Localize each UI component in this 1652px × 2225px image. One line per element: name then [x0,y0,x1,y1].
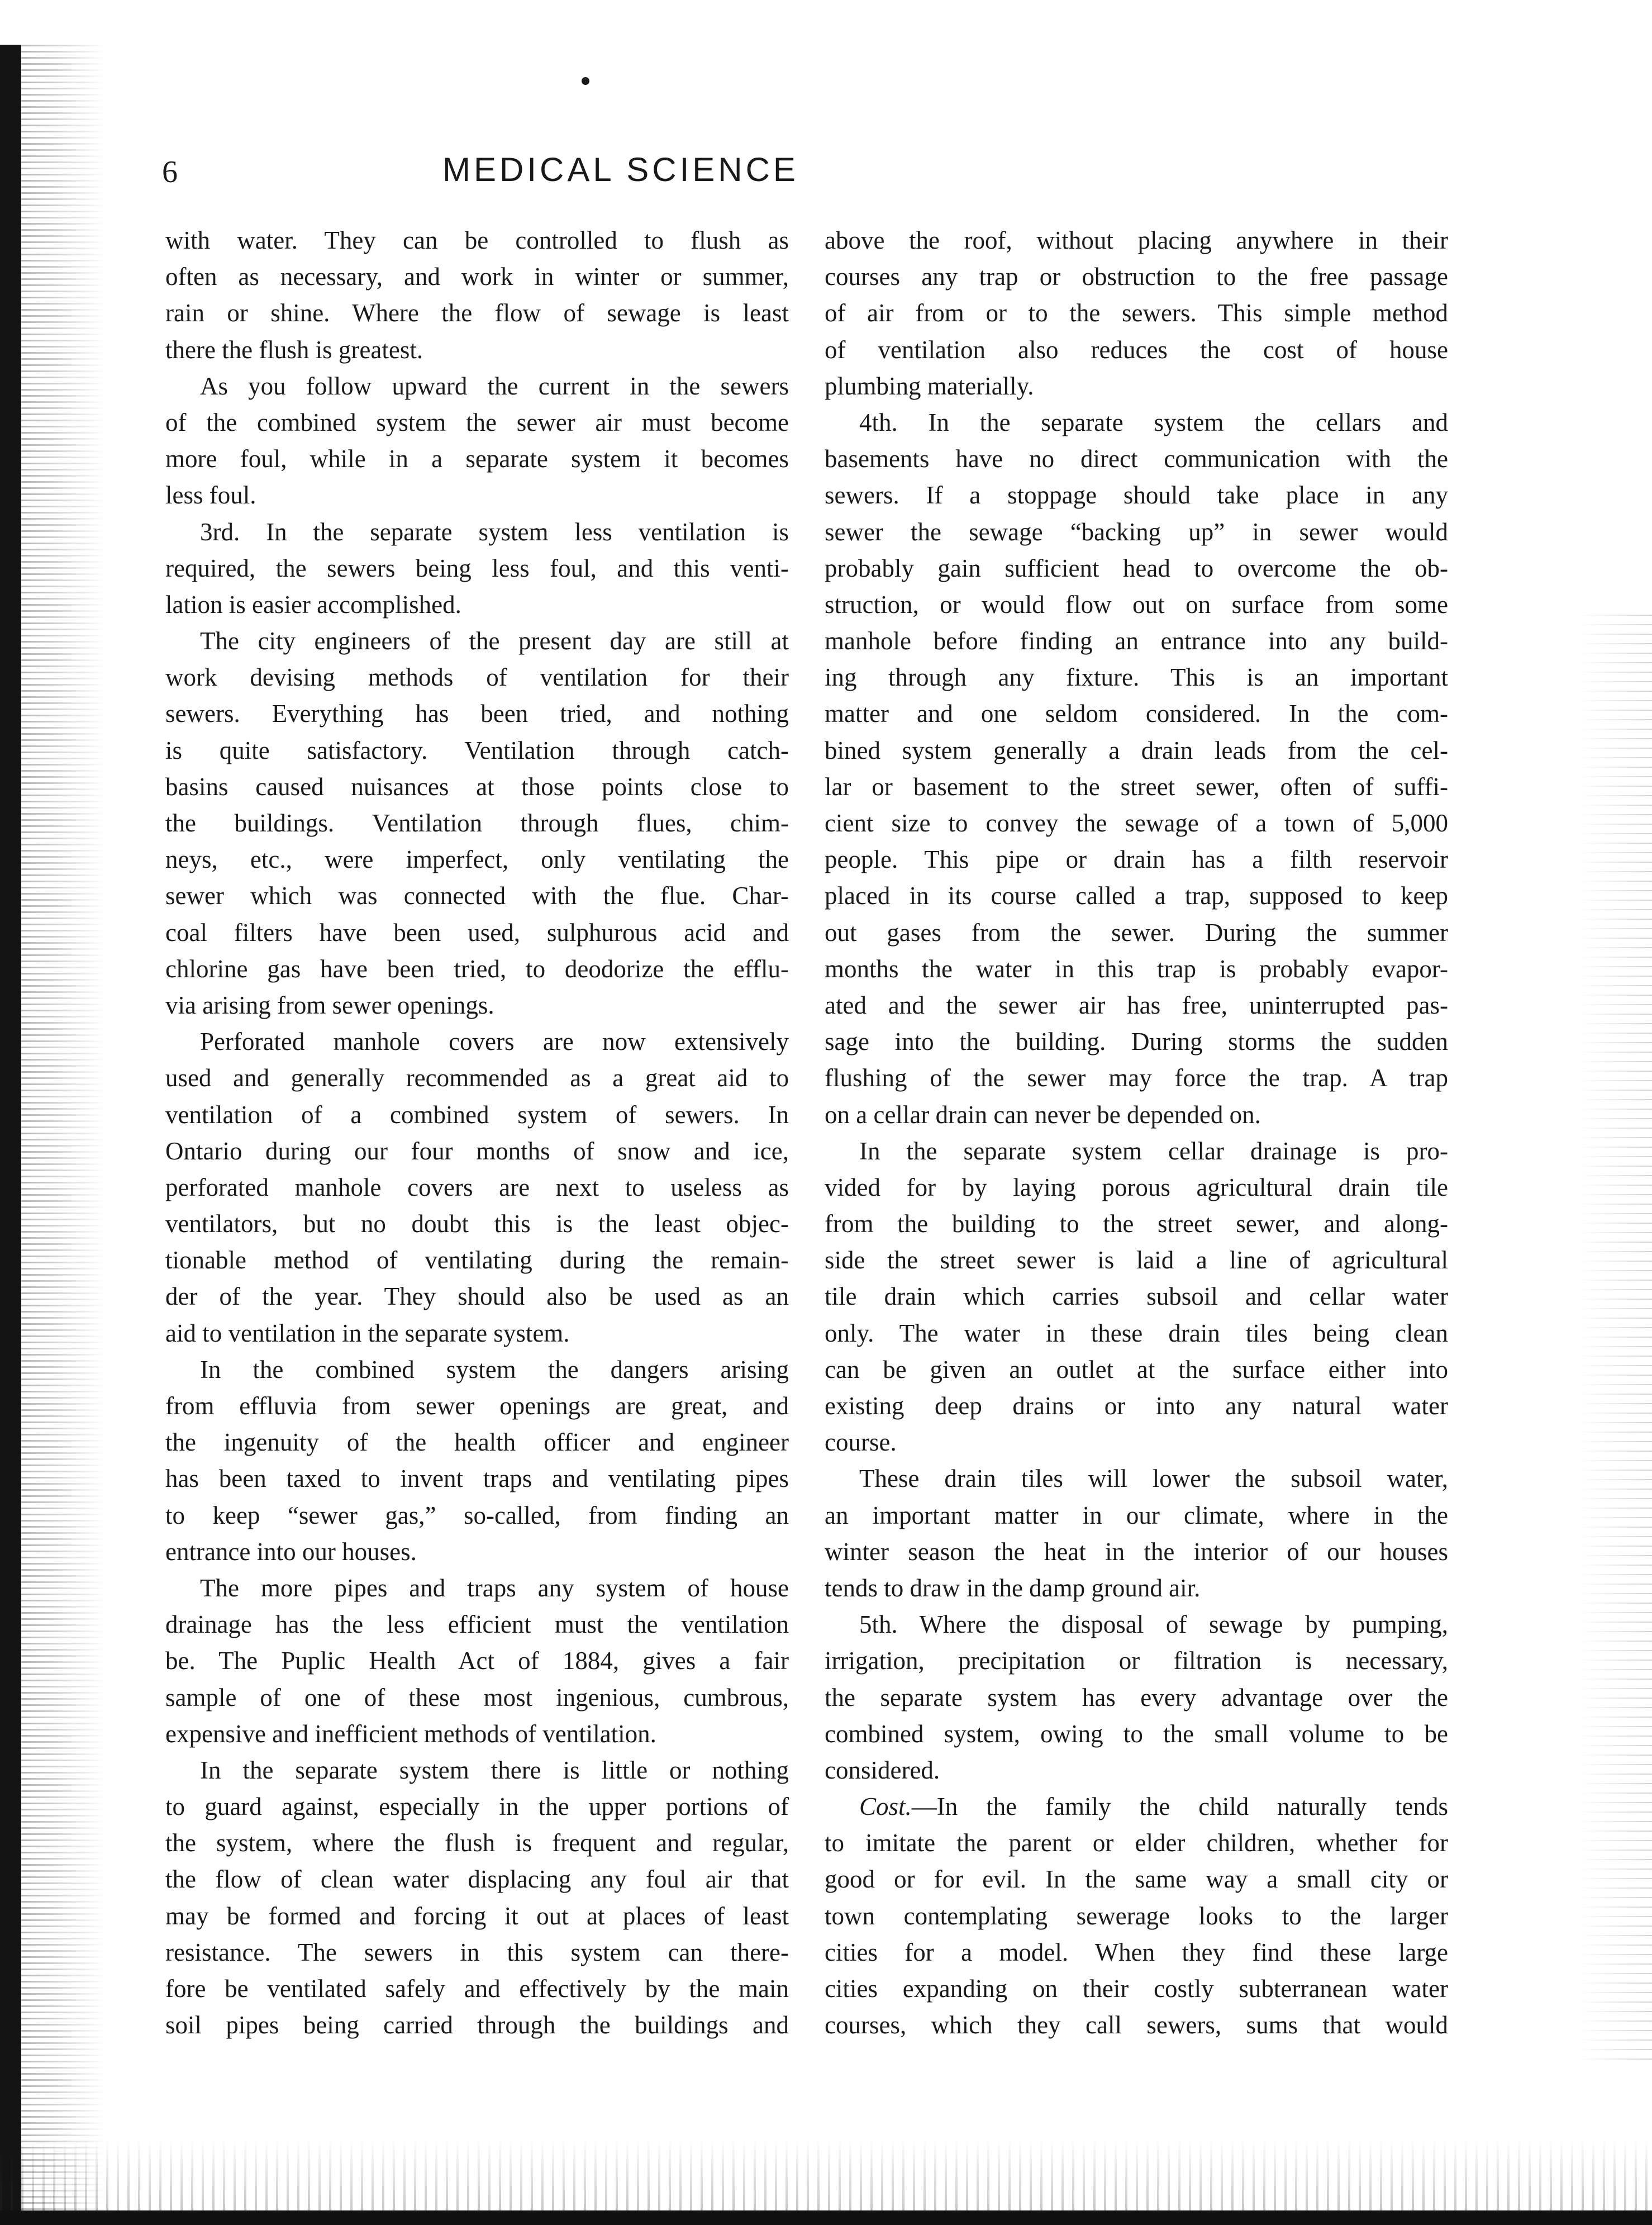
section-lead: Cost. [859,1793,912,1821]
text-line: perforated manhole covers are next to useless as [165,1173,789,1201]
text-line: the ingenuity of the health officer and engineer [165,1428,789,1457]
text-line: fore be ventilated safely and effectively by the main [165,1975,789,2003]
scan-speck [582,77,589,85]
text-line: matter and one seldom considered. In the com- [825,700,1448,728]
text-line: be. The Puplic Health Act of 1884, gives a fair [165,1647,789,1675]
scan-edge-noise [1579,615,1652,2067]
text-line: aid to ventilation in the separate system. [165,1319,570,1347]
text-line: the system, where the flush is frequent and regular, [165,1829,789,1857]
text-line: may be formed and forcing it out at places of least [165,1901,789,1930]
text-line: bined system generally a drain leads from the cel- [825,736,1448,764]
text-line: cities for a model. When they find these large [825,1938,1448,1966]
text-line: cient size to convey the sewage of a town of 5,000 [825,809,1448,837]
text-line: 5th. Where the disposal of sewage by pumping, [859,1610,1448,1639]
text-line: irrigation, precipitation or filtration is necessary, [825,1647,1448,1675]
text-line: tends to draw in the damp ground air. [825,1573,1201,1602]
text-line: drainage has the less efficient must the ventilation [165,1610,789,1639]
text-line: basements have no direct communication with the [825,445,1448,473]
text-line: more foul, while in a separate system it becomes [165,445,789,473]
text-line: rain or shine. Where the flow of sewage is least [165,299,789,327]
text-line: to keep “sewer gas,” so-called, from finding an [165,1501,789,1529]
scan-binding-shadow [0,45,21,2225]
scan-binding-texture [21,45,105,2225]
text-line: side the street sewer is laid a line of agricultural [825,1246,1448,1275]
text-line: winter season the heat in the interior of our houses [825,1537,1448,1566]
text-line: existing deep drains or into any natural water [825,1392,1448,1420]
text-line: manhole before finding an entrance into any build- [825,627,1448,655]
section-lead-text: —In the family the child naturally tends [911,1793,1448,1821]
text-line: can be given an outlet at the surface either into [825,1355,1448,1384]
text-line: ated and the sewer air has free, uninterrupted pas- [825,991,1448,1019]
text-line: ventilation of a combined system of sewers. In [165,1100,789,1129]
text-line: from effluvia from sewer openings are great, and [165,1392,789,1420]
text-line: lar or basement to the street sewer, often of suffi- [825,772,1448,801]
text-line: Perforated manhole covers are now extensively [200,1028,789,1056]
text-line: The more pipes and traps any system of house [200,1573,789,1602]
page-header [162,150,989,194]
text-line: via arising from sewer openings. [165,991,494,1019]
text-line: course. [825,1428,897,1457]
text-line: has been taxed to invent traps and ventilating pipes [165,1465,789,1493]
text-line: chlorine gas have been tried, to deodorize the efflu- [165,954,789,983]
scan-bottom-edge [0,2210,1652,2225]
text-line: flushing of the sewer may force the trap. A trap [825,1064,1448,1092]
text-line: the separate system has every advantage over the [825,1683,1448,1711]
text-line: of the combined system the sewer air must become [165,408,789,436]
text-line: entrance into our houses. [165,1537,417,1566]
text-line: sewer the sewage “backing up” in sewer would [825,517,1448,546]
text-line: courses, which they call sewers, sums that would [825,2011,1448,2039]
text-line: town contemplating sewerage looks to the larger [825,1901,1448,1930]
text-line: courses any trap or obstruction to the free passage [825,263,1448,291]
text-line: lation is easier accomplished. [165,590,461,619]
text-line: In the separate system cellar drainage is pro- [859,1137,1448,1165]
text-line: soil pipes being carried through the buildings and [165,2011,789,2039]
text-line: only. The water in these drain tiles being clean [825,1319,1448,1347]
text-line: an important matter in our climate, where in the [825,1501,1448,1529]
text-line: sewers. Everything has been tried, and nothing [165,700,789,728]
text-line: vided for by laying porous agricultural drain tile [825,1173,1448,1201]
text-line: the buildings. Ventilation through flues, chim- [165,809,789,837]
text-line: above the roof, without placing anywhere in their [825,226,1448,254]
text-line: resistance. The sewers in this system can there- [165,1938,789,1966]
text-line: As you follow upward the current in the sewers [200,372,789,400]
text-line: good or for evil. In the same way a small city or [825,1865,1448,1894]
text-line: from the building to the street sewer, and along- [825,1210,1448,1238]
text-line: In the combined system the dangers arising [200,1355,789,1384]
text-line: neys, etc., were imperfect, only ventilating the [165,845,789,874]
text-line: months the water in this trap is probably evapor- [825,954,1448,983]
text-line: 3rd. In the separate system less ventilation is [200,517,789,546]
text-line: the flow of clean water displacing any foul air that [165,1865,789,1894]
text-line: ing through any fixture. This is an important [825,663,1448,692]
text-line: tionable method of ventilating during the remain- [165,1246,789,1275]
text-line: sage into the building. During storms the sudden [825,1028,1448,1056]
text-line: combined system, owing to the small volume to be [825,1719,1448,1748]
text-line: placed in its course called a trap, supposed to keep [825,882,1448,910]
text-line: expensive and inefficient methods of ventilation. [165,1719,656,1748]
text-line: out gases from the sewer. During the summer [825,918,1448,947]
text-line: less foul. [165,481,256,510]
text-line: sample of one of these most ingenious, cumbrous, [165,1683,789,1711]
right-column [825,222,1448,2043]
text-line: plumbing materially. [825,372,1034,400]
text-line: tile drain which carries subsoil and cellar water [825,1282,1448,1311]
text-line: there the flush is greatest. [165,335,423,364]
text-line: These drain tiles will lower the subsoil water, [859,1465,1448,1493]
text-line: work devising methods of ventilation for their [165,663,789,692]
text-line: with water. They can be controlled to flush as [165,226,789,254]
page-number: 6 [162,155,178,189]
text-line: considered. [825,1756,940,1784]
text-line: basins caused nuisances at those points close to [165,772,789,801]
running-head: MEDICAL SCIENCE [442,151,799,188]
text-line [825,1789,1448,1825]
text-line: ventilators, but no doubt this is the least objec- [165,1210,789,1238]
text-line: der of the year. They should also be used as an [165,1282,789,1311]
text-line: people. This pipe or drain has a filth reservoir [825,845,1448,874]
text-line: sewers. If a stoppage should take place in any [825,481,1448,510]
text-line: 4th. In the separate system the cellars and [859,408,1448,436]
text-line: of air from or to the sewers. This simple method [825,299,1448,327]
text-line: Ontario during our four months of snow and ice, [165,1137,789,1165]
text-line: coal filters have been used, sulphurous acid and [165,918,789,947]
text-line: to guard against, especially in the upper portions of [165,1793,789,1821]
text-line: In the separate system there is little or nothing [200,1756,789,1784]
left-column [165,222,789,2043]
text-line: of ventilation also reduces the cost of house [825,335,1448,364]
text-line: required, the sewers being less foul, and this venti- [165,554,789,582]
text-line: cities expanding on their costly subterranean water [825,1975,1448,2003]
text-line: on a cellar drain can never be depended on. [825,1100,1261,1129]
text-line: used and generally recommended as a great aid to [165,1064,789,1092]
scan-bottom-noise [0,2139,1652,2212]
text-line: is quite satisfactory. Ventilation through catch- [165,736,789,764]
text-line: often as necessary, and work in winter or summer, [165,263,789,291]
text-line: sewer which was connected with the flue. Char- [165,882,789,910]
text-line: struction, or would flow out on surface from some [825,590,1448,619]
text-line: probably gain sufficient head to overcome the ob- [825,554,1448,582]
text-line: The city engineers of the present day are still at [200,627,789,655]
text-line: to imitate the parent or elder children, whether for [825,1829,1448,1857]
